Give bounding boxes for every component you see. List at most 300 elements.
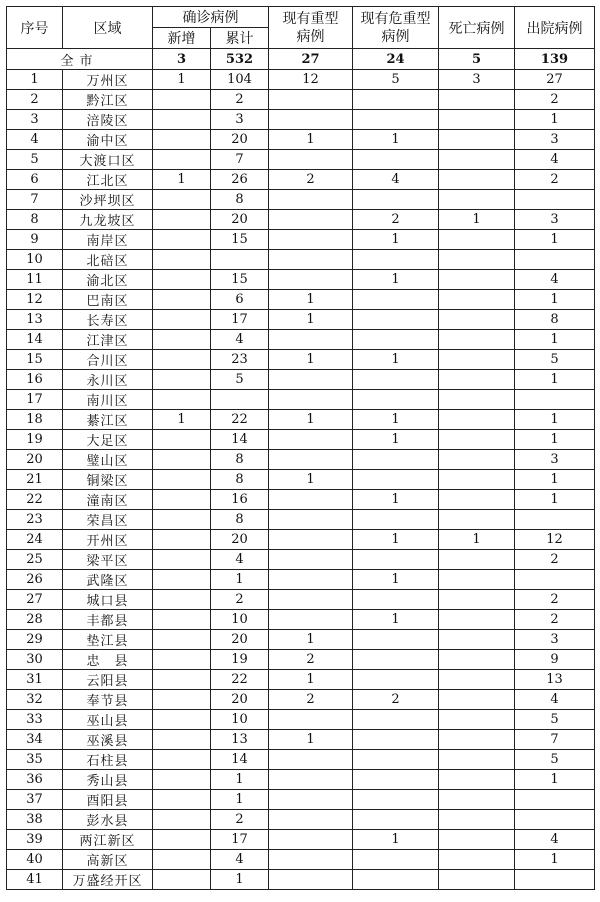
row-deaths xyxy=(439,690,515,710)
row-critical: 4 xyxy=(353,170,439,190)
row-new xyxy=(153,590,211,610)
row-deaths xyxy=(439,130,515,150)
table-row xyxy=(7,770,595,790)
row-severe xyxy=(269,790,353,810)
row-deaths xyxy=(439,190,515,210)
row-seq: 39 xyxy=(7,830,63,850)
row-seq: 15 xyxy=(7,350,63,370)
row-seq: 40 xyxy=(7,850,63,870)
row-critical xyxy=(353,810,439,830)
row-new xyxy=(153,690,211,710)
row-critical xyxy=(353,790,439,810)
row-new xyxy=(153,190,211,210)
row-seq: 28 xyxy=(7,610,63,630)
row-deaths xyxy=(439,350,515,370)
row-area: 永川区 xyxy=(63,370,153,390)
row-severe: 1 xyxy=(269,350,353,370)
row-critical xyxy=(353,870,439,890)
row-severe xyxy=(269,610,353,630)
row-discharged: 2 xyxy=(515,170,595,190)
row-deaths xyxy=(439,630,515,650)
table-row xyxy=(7,730,595,750)
row-seq: 23 xyxy=(7,510,63,530)
row-critical xyxy=(353,730,439,750)
row-discharged xyxy=(515,870,595,890)
row-deaths xyxy=(439,870,515,890)
table-row xyxy=(7,350,595,370)
table-row xyxy=(7,430,595,450)
row-area: 南岸区 xyxy=(63,230,153,250)
total-discharged: 139 xyxy=(515,49,595,70)
row-seq: 5 xyxy=(7,150,63,170)
header-area: 区域 xyxy=(63,7,153,49)
row-deaths xyxy=(439,410,515,430)
row-seq: 34 xyxy=(7,730,63,750)
row-severe xyxy=(269,250,353,270)
row-area: 大足区 xyxy=(63,430,153,450)
row-area: 綦江区 xyxy=(63,410,153,430)
row-cumulative: 7 xyxy=(211,150,269,170)
row-seq: 35 xyxy=(7,750,63,770)
row-deaths: 3 xyxy=(439,70,515,90)
total-critical: 24 xyxy=(353,49,439,70)
row-seq: 2 xyxy=(7,90,63,110)
row-deaths xyxy=(439,490,515,510)
table-row xyxy=(7,650,595,670)
row-seq: 14 xyxy=(7,330,63,350)
row-severe xyxy=(269,110,353,130)
table-row xyxy=(7,290,595,310)
row-area: 璧山区 xyxy=(63,450,153,470)
row-severe xyxy=(269,710,353,730)
row-new xyxy=(153,150,211,170)
table-row xyxy=(7,170,595,190)
row-deaths: 1 xyxy=(439,530,515,550)
row-severe xyxy=(269,270,353,290)
row-area: 石柱县 xyxy=(63,750,153,770)
row-severe xyxy=(269,590,353,610)
row-new xyxy=(153,130,211,150)
row-critical xyxy=(353,550,439,570)
row-seq: 31 xyxy=(7,670,63,690)
row-seq: 10 xyxy=(7,250,63,270)
row-severe: 1 xyxy=(269,670,353,690)
row-severe: 1 xyxy=(269,410,353,430)
row-discharged: 7 xyxy=(515,730,595,750)
row-area: 万盛经开区 xyxy=(63,870,153,890)
row-area: 沙坪坝区 xyxy=(63,190,153,210)
row-area: 长寿区 xyxy=(63,310,153,330)
table-row xyxy=(7,450,595,470)
row-critical: 1 xyxy=(353,410,439,430)
table-row xyxy=(7,190,595,210)
row-discharged xyxy=(515,250,595,270)
row-critical xyxy=(353,450,439,470)
row-discharged: 3 xyxy=(515,630,595,650)
row-discharged: 1 xyxy=(515,470,595,490)
header-seq: 序号 xyxy=(7,7,63,49)
row-severe xyxy=(269,850,353,870)
row-cumulative: 17 xyxy=(211,310,269,330)
row-cumulative: 14 xyxy=(211,430,269,450)
row-cumulative: 1 xyxy=(211,570,269,590)
row-critical: 1 xyxy=(353,270,439,290)
row-cumulative: 17 xyxy=(211,830,269,850)
row-area: 梁平区 xyxy=(63,550,153,570)
row-new xyxy=(153,610,211,630)
case-statistics-table xyxy=(6,6,595,890)
row-new xyxy=(153,370,211,390)
total-deaths: 5 xyxy=(439,49,515,70)
row-severe: 1 xyxy=(269,470,353,490)
table-row xyxy=(7,810,595,830)
row-discharged: 1 xyxy=(515,290,595,310)
row-discharged xyxy=(515,510,595,530)
row-seq: 6 xyxy=(7,170,63,190)
row-deaths xyxy=(439,770,515,790)
table-row xyxy=(7,750,595,770)
row-area: 九龙坡区 xyxy=(63,210,153,230)
row-area: 黔江区 xyxy=(63,90,153,110)
row-area: 荣昌区 xyxy=(63,510,153,530)
row-seq: 21 xyxy=(7,470,63,490)
row-area: 渝北区 xyxy=(63,270,153,290)
header-severe xyxy=(269,7,353,49)
row-cumulative: 5 xyxy=(211,370,269,390)
row-seq: 3 xyxy=(7,110,63,130)
row-cumulative: 1 xyxy=(211,770,269,790)
row-discharged: 12 xyxy=(515,530,595,550)
header-new: 新增 xyxy=(153,28,211,49)
row-new xyxy=(153,290,211,310)
row-severe xyxy=(269,390,353,410)
row-critical xyxy=(353,250,439,270)
row-area: 彭水县 xyxy=(63,810,153,830)
row-deaths xyxy=(439,590,515,610)
row-cumulative: 8 xyxy=(211,510,269,530)
table-row xyxy=(7,510,595,530)
row-severe: 1 xyxy=(269,130,353,150)
row-deaths xyxy=(439,610,515,630)
row-cumulative: 3 xyxy=(211,110,269,130)
row-discharged: 5 xyxy=(515,750,595,770)
row-deaths xyxy=(439,650,515,670)
table-row xyxy=(7,870,595,890)
row-severe xyxy=(269,810,353,830)
row-severe xyxy=(269,190,353,210)
row-severe xyxy=(269,90,353,110)
row-new xyxy=(153,790,211,810)
row-new xyxy=(153,250,211,270)
row-discharged: 3 xyxy=(515,130,595,150)
table-row xyxy=(7,590,595,610)
row-cumulative: 2 xyxy=(211,810,269,830)
row-seq: 1 xyxy=(7,70,63,90)
row-new xyxy=(153,110,211,130)
total-new: 3 xyxy=(153,49,211,70)
row-cumulative: 26 xyxy=(211,170,269,190)
row-seq: 13 xyxy=(7,310,63,330)
row-severe xyxy=(269,330,353,350)
row-cumulative xyxy=(211,390,269,410)
row-severe xyxy=(269,210,353,230)
row-cumulative: 4 xyxy=(211,850,269,870)
row-area: 城口县 xyxy=(63,590,153,610)
row-area: 奉节县 xyxy=(63,690,153,710)
row-area: 武隆区 xyxy=(63,570,153,590)
row-seq: 30 xyxy=(7,650,63,670)
row-severe: 1 xyxy=(269,310,353,330)
row-deaths xyxy=(439,250,515,270)
row-seq: 22 xyxy=(7,490,63,510)
row-cumulative: 20 xyxy=(211,130,269,150)
row-critical xyxy=(353,630,439,650)
row-area: 巫山县 xyxy=(63,710,153,730)
row-critical xyxy=(353,770,439,790)
row-deaths xyxy=(439,810,515,830)
row-area: 垫江县 xyxy=(63,630,153,650)
row-critical xyxy=(353,710,439,730)
row-cumulative: 4 xyxy=(211,550,269,570)
row-severe xyxy=(269,510,353,530)
row-seq: 7 xyxy=(7,190,63,210)
row-severe: 1 xyxy=(269,730,353,750)
row-area: 江津区 xyxy=(63,330,153,350)
row-new xyxy=(153,530,211,550)
row-critical xyxy=(353,330,439,350)
row-area: 大渡口区 xyxy=(63,150,153,170)
row-seq: 32 xyxy=(7,690,63,710)
row-new xyxy=(153,430,211,450)
row-discharged xyxy=(515,570,595,590)
row-discharged xyxy=(515,810,595,830)
row-critical: 2 xyxy=(353,210,439,230)
row-cumulative: 19 xyxy=(211,650,269,670)
row-severe xyxy=(269,830,353,850)
row-discharged: 8 xyxy=(515,310,595,330)
row-deaths xyxy=(439,450,515,470)
row-discharged: 1 xyxy=(515,850,595,870)
row-severe: 2 xyxy=(269,690,353,710)
row-new xyxy=(153,470,211,490)
row-cumulative: 10 xyxy=(211,610,269,630)
row-discharged: 5 xyxy=(515,350,595,370)
row-severe: 2 xyxy=(269,650,353,670)
row-cumulative xyxy=(211,250,269,270)
row-cumulative: 2 xyxy=(211,590,269,610)
row-critical: 5 xyxy=(353,70,439,90)
row-new xyxy=(153,670,211,690)
row-critical: 1 xyxy=(353,130,439,150)
row-discharged: 27 xyxy=(515,70,595,90)
row-deaths xyxy=(439,850,515,870)
row-critical xyxy=(353,850,439,870)
table-row xyxy=(7,370,595,390)
row-cumulative: 22 xyxy=(211,670,269,690)
row-cumulative: 23 xyxy=(211,350,269,370)
row-deaths xyxy=(439,110,515,130)
row-discharged: 1 xyxy=(515,490,595,510)
row-discharged: 4 xyxy=(515,690,595,710)
row-area: 巫溪县 xyxy=(63,730,153,750)
row-new xyxy=(153,270,211,290)
row-critical xyxy=(353,90,439,110)
row-area: 合川区 xyxy=(63,350,153,370)
row-new xyxy=(153,630,211,650)
row-discharged: 1 xyxy=(515,770,595,790)
row-deaths xyxy=(439,790,515,810)
row-new xyxy=(153,570,211,590)
row-new xyxy=(153,490,211,510)
row-seq: 37 xyxy=(7,790,63,810)
row-deaths xyxy=(439,550,515,570)
row-cumulative: 20 xyxy=(211,530,269,550)
header-critical xyxy=(353,7,439,49)
row-deaths xyxy=(439,570,515,590)
row-seq: 33 xyxy=(7,710,63,730)
row-deaths xyxy=(439,470,515,490)
row-deaths xyxy=(439,670,515,690)
row-critical xyxy=(353,190,439,210)
row-deaths xyxy=(439,270,515,290)
row-discharged: 4 xyxy=(515,830,595,850)
table-row xyxy=(7,390,595,410)
header-severe-text: 现有重型病例 xyxy=(282,10,339,45)
row-discharged: 1 xyxy=(515,330,595,350)
row-severe xyxy=(269,750,353,770)
row-deaths xyxy=(439,830,515,850)
row-area: 万州区 xyxy=(63,70,153,90)
table-row xyxy=(7,830,595,850)
row-cumulative: 104 xyxy=(211,70,269,90)
row-new xyxy=(153,750,211,770)
row-seq: 25 xyxy=(7,550,63,570)
table-row xyxy=(7,330,595,350)
row-seq: 12 xyxy=(7,290,63,310)
row-severe xyxy=(269,770,353,790)
row-new xyxy=(153,830,211,850)
row-seq: 27 xyxy=(7,590,63,610)
row-severe xyxy=(269,430,353,450)
row-new: 1 xyxy=(153,170,211,190)
row-critical: 1 xyxy=(353,570,439,590)
row-seq: 8 xyxy=(7,210,63,230)
row-area: 高新区 xyxy=(63,850,153,870)
row-new xyxy=(153,90,211,110)
row-critical: 1 xyxy=(353,610,439,630)
row-cumulative: 1 xyxy=(211,870,269,890)
row-seq: 19 xyxy=(7,430,63,450)
row-critical xyxy=(353,290,439,310)
table-row xyxy=(7,230,595,250)
table-row xyxy=(7,150,595,170)
row-seq: 38 xyxy=(7,810,63,830)
row-new xyxy=(153,390,211,410)
row-seq: 36 xyxy=(7,770,63,790)
row-area: 铜梁区 xyxy=(63,470,153,490)
row-severe xyxy=(269,490,353,510)
row-discharged: 3 xyxy=(515,450,595,470)
row-deaths xyxy=(439,390,515,410)
table-row xyxy=(7,530,595,550)
row-critical: 1 xyxy=(353,530,439,550)
table-row xyxy=(7,690,595,710)
row-severe: 1 xyxy=(269,290,353,310)
row-deaths xyxy=(439,750,515,770)
row-deaths xyxy=(439,730,515,750)
row-area: 云阳县 xyxy=(63,670,153,690)
table-row xyxy=(7,110,595,130)
row-cumulative: 8 xyxy=(211,190,269,210)
row-deaths xyxy=(439,310,515,330)
row-critical xyxy=(353,510,439,530)
row-cumulative: 1 xyxy=(211,790,269,810)
row-critical xyxy=(353,670,439,690)
table-row xyxy=(7,850,595,870)
table-row xyxy=(7,70,595,90)
row-seq: 9 xyxy=(7,230,63,250)
row-cumulative: 15 xyxy=(211,230,269,250)
row-deaths xyxy=(439,230,515,250)
row-discharged: 4 xyxy=(515,150,595,170)
row-area: 忠 县 xyxy=(63,650,153,670)
row-new xyxy=(153,510,211,530)
row-seq: 18 xyxy=(7,410,63,430)
row-area: 丰都县 xyxy=(63,610,153,630)
row-cumulative: 20 xyxy=(211,210,269,230)
row-severe: 1 xyxy=(269,630,353,650)
row-seq: 11 xyxy=(7,270,63,290)
row-seq: 24 xyxy=(7,530,63,550)
table-row xyxy=(7,670,595,690)
row-new: 1 xyxy=(153,410,211,430)
row-severe: 12 xyxy=(269,70,353,90)
row-discharged: 4 xyxy=(515,270,595,290)
row-seq: 29 xyxy=(7,630,63,650)
row-severe xyxy=(269,370,353,390)
row-critical xyxy=(353,150,439,170)
row-area: 酉阳县 xyxy=(63,790,153,810)
row-discharged: 2 xyxy=(515,590,595,610)
row-cumulative: 2 xyxy=(211,90,269,110)
row-discharged: 1 xyxy=(515,370,595,390)
row-severe xyxy=(269,150,353,170)
row-area: 开州区 xyxy=(63,530,153,550)
table-row xyxy=(7,470,595,490)
row-new xyxy=(153,550,211,570)
row-cumulative: 16 xyxy=(211,490,269,510)
row-deaths xyxy=(439,510,515,530)
row-area: 渝中区 xyxy=(63,130,153,150)
table-row xyxy=(7,790,595,810)
row-new xyxy=(153,210,211,230)
row-deaths xyxy=(439,370,515,390)
row-discharged xyxy=(515,390,595,410)
row-seq: 16 xyxy=(7,370,63,390)
row-seq: 20 xyxy=(7,450,63,470)
table-row xyxy=(7,210,595,230)
header-discharged: 出院病例 xyxy=(515,7,595,49)
row-cumulative: 8 xyxy=(211,450,269,470)
header-critical-text: 现有危重型病例 xyxy=(360,10,431,45)
row-area: 江北区 xyxy=(63,170,153,190)
row-discharged: 2 xyxy=(515,550,595,570)
row-cumulative: 10 xyxy=(211,710,269,730)
row-area: 潼南区 xyxy=(63,490,153,510)
row-new xyxy=(153,850,211,870)
row-seq: 17 xyxy=(7,390,63,410)
row-area: 北碚区 xyxy=(63,250,153,270)
